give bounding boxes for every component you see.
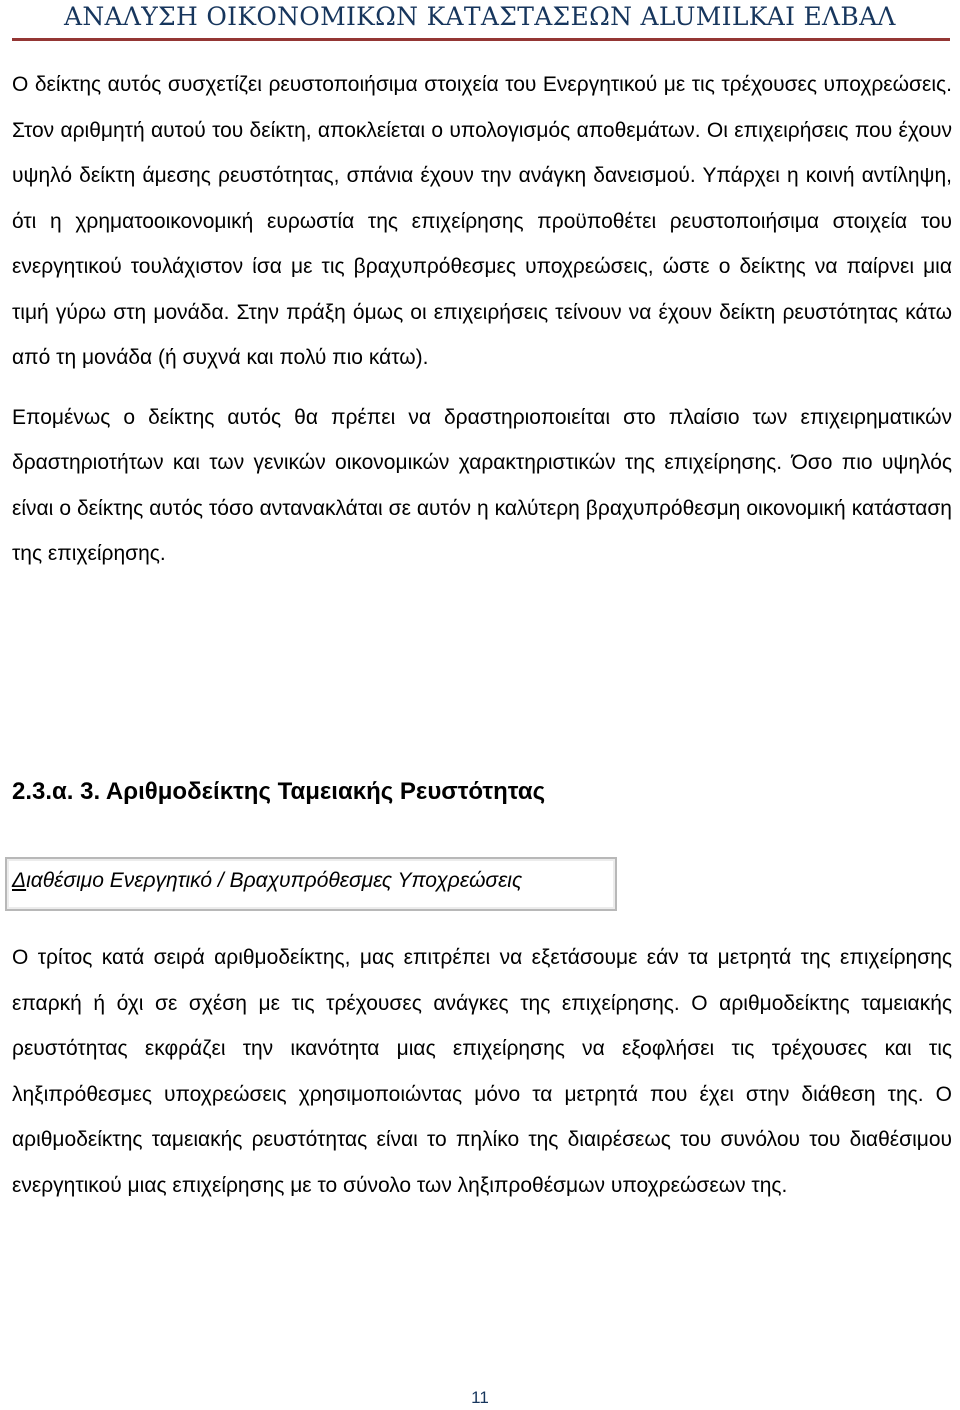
paragraph-quick-ratio-interpretation: Επομένως ο δείκτης αυτός θα πρέπει να δραστηριοποιείται στο πλαίσιο των επιχειρηματικών δραστηριοτήτων και των γενικών οικονομικών χαρακτηριστικών της επιχείρησης. Όσο πιο υψηλός είναι ο δείκτης αυτός τόσο αντανακλάται σε αυτόν η καλύτερη βραχυπρόθεσμη οικονομική κατάσταση της επιχείρησης. xyxy=(12,405,952,565)
body-text-bottom xyxy=(12,935,952,1208)
header-divider xyxy=(12,38,950,41)
section-heading: 2.3.α. 3. Αριθμοδείκτης Ταμειακής Ρευστότητας xyxy=(12,778,546,805)
formula-text xyxy=(12,869,522,893)
formula-first-letter: Δ xyxy=(12,869,27,892)
paragraph-quick-ratio-description: Ο δείκτης αυτός συσχετίζει ρευστοποιήσιμα στοιχεία του Ενεργητικού με τις τρέχουσες υποχρεώσεις. Στον αριθμητή αυτού του δείκτη, αποκλείεται ο υπολογισμός αποθεμάτων. Οι επιχειρήσεις που έχουν υψηλό δείκτη άμεσης ρευστότητας, σπάνια έχουν την ανάγκη δανεισμού. Υπάρχει η κοινή αντίληψη, ότι η χρηματοοικονομική ευρωστία της επιχείρησης προϋποθέτει ρευστοποιήσιμα στοιχεία του ενεργητικού τουλάχιστον ίσα με τις βραχυπρόθεσμες υποχρεώσεις, ώστε ο δείκτης να παίρνει μια τιμή γύρω στη μονάδα. Στην πράξη όμως οι επιχειρήσεις τείνουν να έχουν δείκτη ρευστότητας κάτω από τη μονάδα (ή συχνά και πολύ πιο κάτω). xyxy=(12,73,952,369)
paragraph-cash-ratio-description: Ο τρίτος κατά σειρά αριθμοδείκτης, μας επιτρέπει να εξετάσουμε εάν τα μετρητά της επιχείρησης επαρκή ή όχι σε σχέση με τις τρέχουσες ανάγκες της επιχείρησης. Ο αριθμοδείκτης ταμειακής ρευστότητας εκφράζει την ικανότητα μιας επιχείρησης να εξοφλήσει τις τρέχουσες και τις ληξιπρόθεσμες υποχρεώσεις χρησιμοποιώντας μόνο τα μετρητά που έχει στην διάθεση της. Ο αριθμοδείκτης ταμειακής ρευστότητας είναι το πηλίκο της διαιρέσεως του συνόλου του διαθέσιμου ενεργητικού μιας επιχείρησης με το σύνολο των ληξιπροθέσμων υποχρεώσεων της. xyxy=(12,946,952,1197)
formula-box xyxy=(5,857,617,911)
page-header xyxy=(0,0,960,44)
body-text-top xyxy=(12,62,952,577)
page-number: 11 xyxy=(471,1388,489,1407)
formula-rest: ιαθέσιμο Ενεργητικό / Βραχυπρόθεσμες Υποχρεώσεις xyxy=(26,869,523,892)
running-header-title: ΑΝΑΛΥΣΗ ΟΙΚΟΝΟΜΙΚΩΝ ΚΑΤΑΣΤΑΣΕΩΝ ALUMILKAI ΕΛΒΑΛ xyxy=(64,2,896,31)
